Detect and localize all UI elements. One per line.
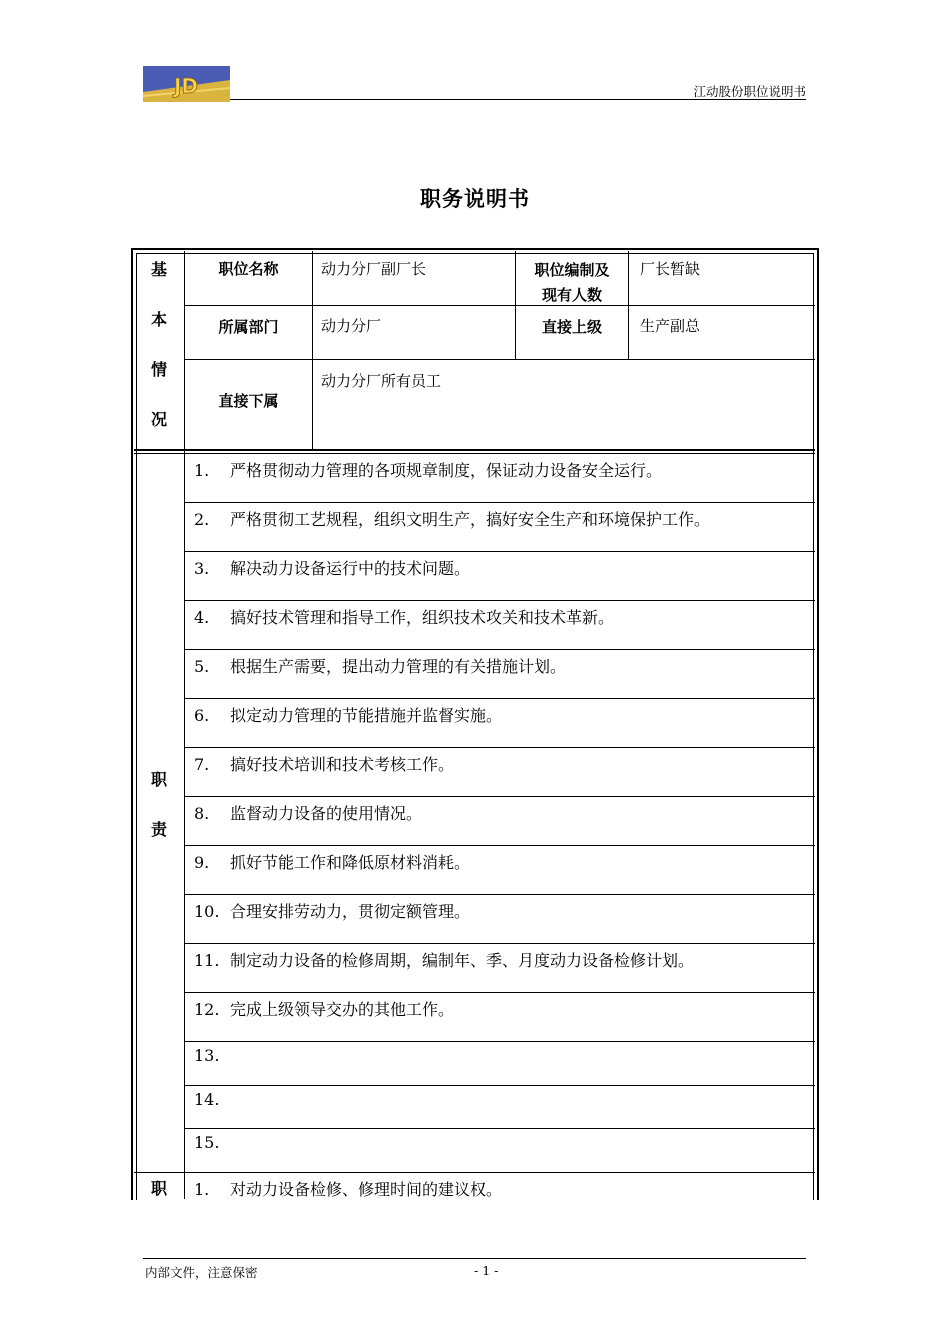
duty-item xyxy=(194,850,470,873)
duty-row-divider xyxy=(184,845,815,846)
duty-item xyxy=(194,801,422,824)
rights-item-number: 1. xyxy=(194,1180,210,1199)
basic-section-char-3: 情 xyxy=(150,360,167,379)
duty-item-text: 拟定动力管理的节能措施并监督实施。 xyxy=(230,706,503,725)
basic-section-char-1: 基 xyxy=(150,260,167,279)
duty-item xyxy=(194,605,614,628)
duty-row-divider xyxy=(184,747,815,748)
duty-item xyxy=(194,703,502,726)
svg-text:JD: JD xyxy=(173,74,199,98)
duty-item xyxy=(194,1090,230,1109)
duty-item-number: 14. xyxy=(194,1089,220,1109)
position-name-value: 动力分厂副厂长 xyxy=(321,260,427,278)
duty-row-divider xyxy=(184,943,815,944)
duty-item-text: 根据生产需要，提出动力管理的有关措施计划。 xyxy=(230,657,567,676)
duty-item-number: 4. xyxy=(194,608,210,627)
rights-section-char: 职 xyxy=(150,1179,167,1198)
rights-item-text: 对动力设备检修、修理时间的建议权。 xyxy=(230,1180,503,1199)
page-title: 职务说明书 xyxy=(420,187,530,211)
duty-item xyxy=(194,752,454,775)
duties-section-char-1: 职 xyxy=(150,770,167,789)
footer-confidential: 内部文件，注意保密 xyxy=(145,1265,258,1280)
duty-row-divider xyxy=(184,649,815,650)
duty-item-number: 15. xyxy=(194,1133,220,1152)
department-value: 动力分厂 xyxy=(321,317,382,335)
subordinates-value: 动力分厂所有员工 xyxy=(321,372,442,390)
duty-item-number: 13. xyxy=(194,1046,220,1065)
duty-item-text: 搞好技术管理和指导工作，组织技术攻关和技术革新。 xyxy=(230,608,615,627)
duty-item-number: 6. xyxy=(194,706,210,725)
duty-item xyxy=(194,654,566,677)
department-label: 所属部门 xyxy=(218,318,279,336)
job-description-table xyxy=(131,248,819,1200)
duty-item-text: 严格贯彻动力管理的各项规章制度，保证动力设备安全运行。 xyxy=(230,461,663,480)
duty-item-text: 抓好节能工作和降低原材料消耗。 xyxy=(230,853,471,872)
superior-value: 生产副总 xyxy=(640,317,701,335)
duty-item-text: 合理安排劳动力，贯彻定额管理。 xyxy=(230,902,471,921)
basic-row-divider-2 xyxy=(184,359,815,360)
headcount-label-line1: 职位编制及 xyxy=(534,261,610,279)
duties-section-char-2: 责 xyxy=(150,820,167,839)
duty-item-number: 11. xyxy=(194,951,220,970)
subordinates-label: 直接下属 xyxy=(218,392,279,410)
basic-col-divider-1 xyxy=(312,251,313,450)
duty-item xyxy=(194,1046,230,1065)
basic-section-char-4: 况 xyxy=(150,410,167,429)
duties-rights-divider xyxy=(134,1172,815,1173)
header-document-name: 江动股份职位说明书 xyxy=(693,84,806,99)
duty-row-divider xyxy=(184,1128,815,1129)
basic-row-divider-1 xyxy=(184,305,815,306)
footer-page-number: - 1 - xyxy=(474,1263,499,1278)
duty-item-number: 10. xyxy=(194,902,220,921)
duty-item-number: 7. xyxy=(194,755,210,774)
duty-row-divider xyxy=(184,698,815,699)
duty-row-divider xyxy=(184,796,815,797)
duty-item xyxy=(194,948,694,971)
headcount-label-line2: 现有人数 xyxy=(541,286,602,304)
duty-row-divider xyxy=(184,600,815,601)
basic-section-char-2: 本 xyxy=(150,310,167,329)
duty-item-text: 监督动力设备的使用情况。 xyxy=(230,804,423,823)
duty-row-divider xyxy=(184,502,815,503)
header-rule xyxy=(230,99,806,100)
superior-label: 直接上级 xyxy=(541,318,602,336)
duty-item-number: 1. xyxy=(194,461,210,480)
duty-item-number: 2. xyxy=(194,510,210,529)
footer-rule xyxy=(143,1258,806,1259)
duty-item xyxy=(194,1133,230,1152)
basic-duties-divider xyxy=(134,449,815,451)
duty-item-text: 完成上级领导交办的其他工作。 xyxy=(230,1000,455,1019)
duty-item xyxy=(194,507,710,530)
rights-item xyxy=(194,1177,502,1200)
headcount-value: 厂长暂缺 xyxy=(640,260,701,278)
duty-item-number: 8. xyxy=(194,804,210,823)
duty-item xyxy=(194,556,470,579)
duty-row-divider xyxy=(184,551,815,552)
duty-row-divider xyxy=(184,1085,815,1086)
duty-row-divider xyxy=(184,894,815,895)
position-name-label: 职位名称 xyxy=(218,260,279,278)
duty-item xyxy=(194,458,662,481)
duty-item-number: 12. xyxy=(194,1000,220,1019)
duty-item-number: 9. xyxy=(194,853,210,872)
duty-row-divider xyxy=(184,992,815,993)
duty-item-text: 搞好技术培训和技术考核工作。 xyxy=(230,755,455,774)
duty-item-text: 解决动力设备运行中的技术问题。 xyxy=(230,559,471,578)
duty-item-number: 3. xyxy=(194,559,210,578)
headcount-label xyxy=(516,258,628,308)
duty-row-divider xyxy=(184,1041,815,1042)
duty-item-text: 制定动力设备的检修周期，编制年、季、月度动力设备检修计划。 xyxy=(230,951,695,970)
basic-duties-divider-inner xyxy=(134,453,815,454)
duty-item xyxy=(194,997,454,1020)
duty-item-text: 严格贯彻工艺规程，组织文明生产，搞好安全生产和环境保护工作。 xyxy=(230,510,711,529)
company-logo xyxy=(143,66,230,102)
duty-item-number: 5. xyxy=(194,657,210,676)
duty-item xyxy=(194,899,470,922)
